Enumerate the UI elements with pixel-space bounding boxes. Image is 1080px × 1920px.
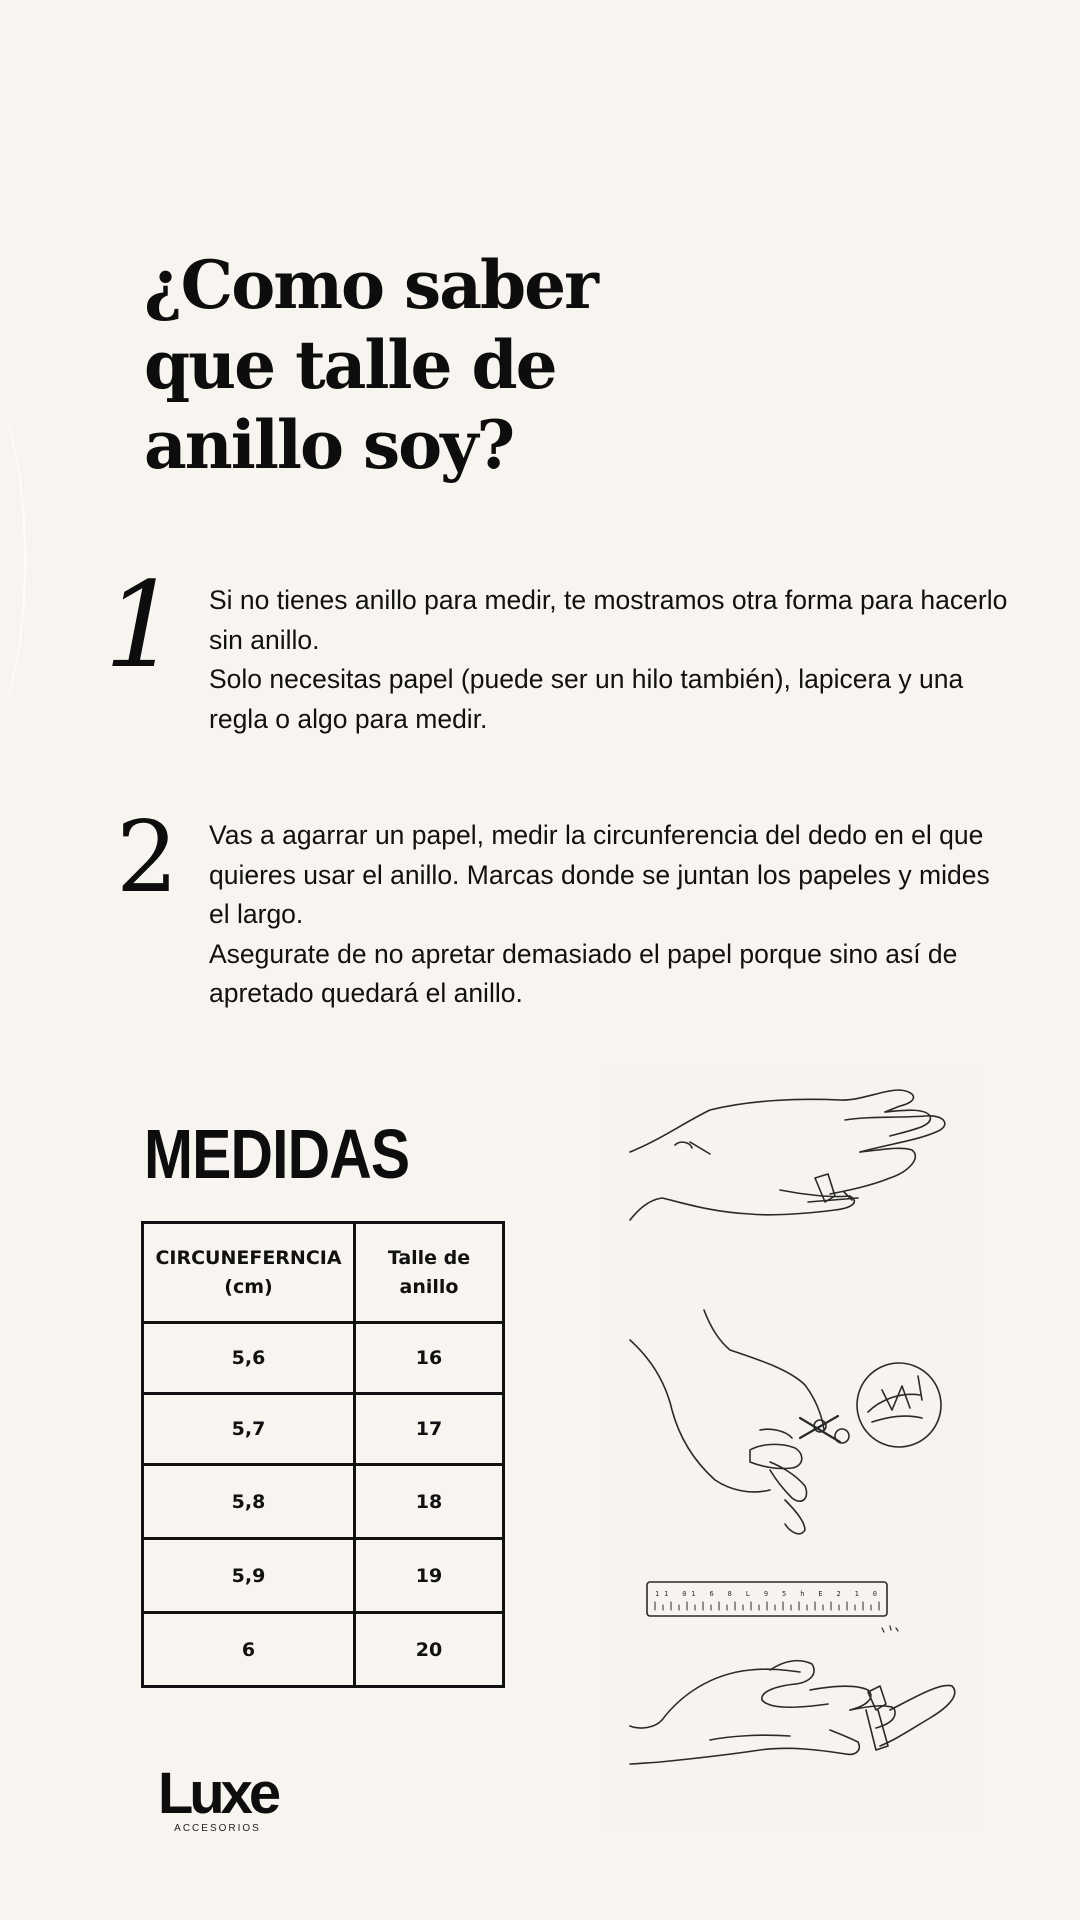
circumference-cell: 5,8	[143, 1465, 355, 1539]
size-cell: 16	[355, 1323, 504, 1394]
header-line: (cm)	[224, 1275, 273, 1298]
decorative-arc	[0, 410, 26, 710]
brand-logo	[150, 1761, 285, 1834]
step-1-number: 1	[104, 556, 180, 694]
size-cell: 19	[355, 1539, 504, 1613]
header-line: CIRCUNEFERNCIA	[155, 1246, 342, 1269]
logo-wordmark: Luxe	[157, 1761, 278, 1826]
ruler-ticks-label: 11 01 6 8 L 9 5 h E 2 1 0	[655, 1590, 877, 1598]
table-row	[143, 1394, 504, 1465]
column-header-size	[355, 1223, 504, 1323]
measuring-illustrations	[600, 1070, 980, 1830]
column-header-circumference	[143, 1223, 355, 1323]
size-cell: 18	[355, 1465, 504, 1539]
step-1-text	[209, 581, 1009, 739]
table-row	[143, 1613, 504, 1687]
circumference-cell: 6	[143, 1613, 355, 1687]
hand-with-paper-strip-icon	[630, 1661, 955, 1764]
size-cell: 17	[355, 1394, 504, 1465]
table-header-row	[143, 1223, 504, 1323]
title-line: que talle de	[144, 326, 556, 404]
step-1-paragraph-2: Solo necesitas papel (puede ser un hilo también), lapicera y una regla o algo para medir.	[209, 664, 964, 734]
logo-tagline: ACCESORIOS	[174, 1823, 261, 1834]
ruler-icon	[647, 1582, 898, 1632]
page-title	[144, 245, 704, 485]
table-row	[143, 1323, 504, 1394]
sizes-heading: MEDIDAS	[144, 1115, 410, 1193]
size-cell: 20	[355, 1613, 504, 1687]
ring-size-table	[141, 1221, 505, 1688]
hand-wrapping-finger-icon	[630, 1090, 945, 1220]
step-2-paragraph-1: Vas a agarrar un papel, medir la circunferencia del dedo en el que quieres usar el anillo. Marcas donde se juntan los papeles y mides el largo.	[209, 820, 990, 929]
table-row	[143, 1539, 504, 1613]
circumference-cell: 5,6	[143, 1323, 355, 1394]
hand-cutting-paper-icon	[630, 1310, 941, 1534]
circumference-cell: 5,9	[143, 1539, 355, 1613]
step-1-paragraph-1: Si no tienes anillo para medir, te mostramos otra forma para hacerlo sin anillo.	[209, 585, 1008, 655]
table-row	[143, 1465, 504, 1539]
step-2-text	[209, 816, 1009, 1014]
header-line: Talle de	[387, 1246, 471, 1269]
title-line: anillo soy?	[144, 406, 514, 484]
header-line: anillo	[399, 1275, 459, 1298]
step-2-paragraph-2: Asegurate de no apretar demasiado el papel porque sino así de apretado quedará el anillo.	[209, 938, 958, 1008]
circumference-cell: 5,7	[143, 1394, 355, 1465]
step-2-number: 2	[116, 801, 179, 915]
title-line: ¿Como saber	[144, 246, 597, 324]
